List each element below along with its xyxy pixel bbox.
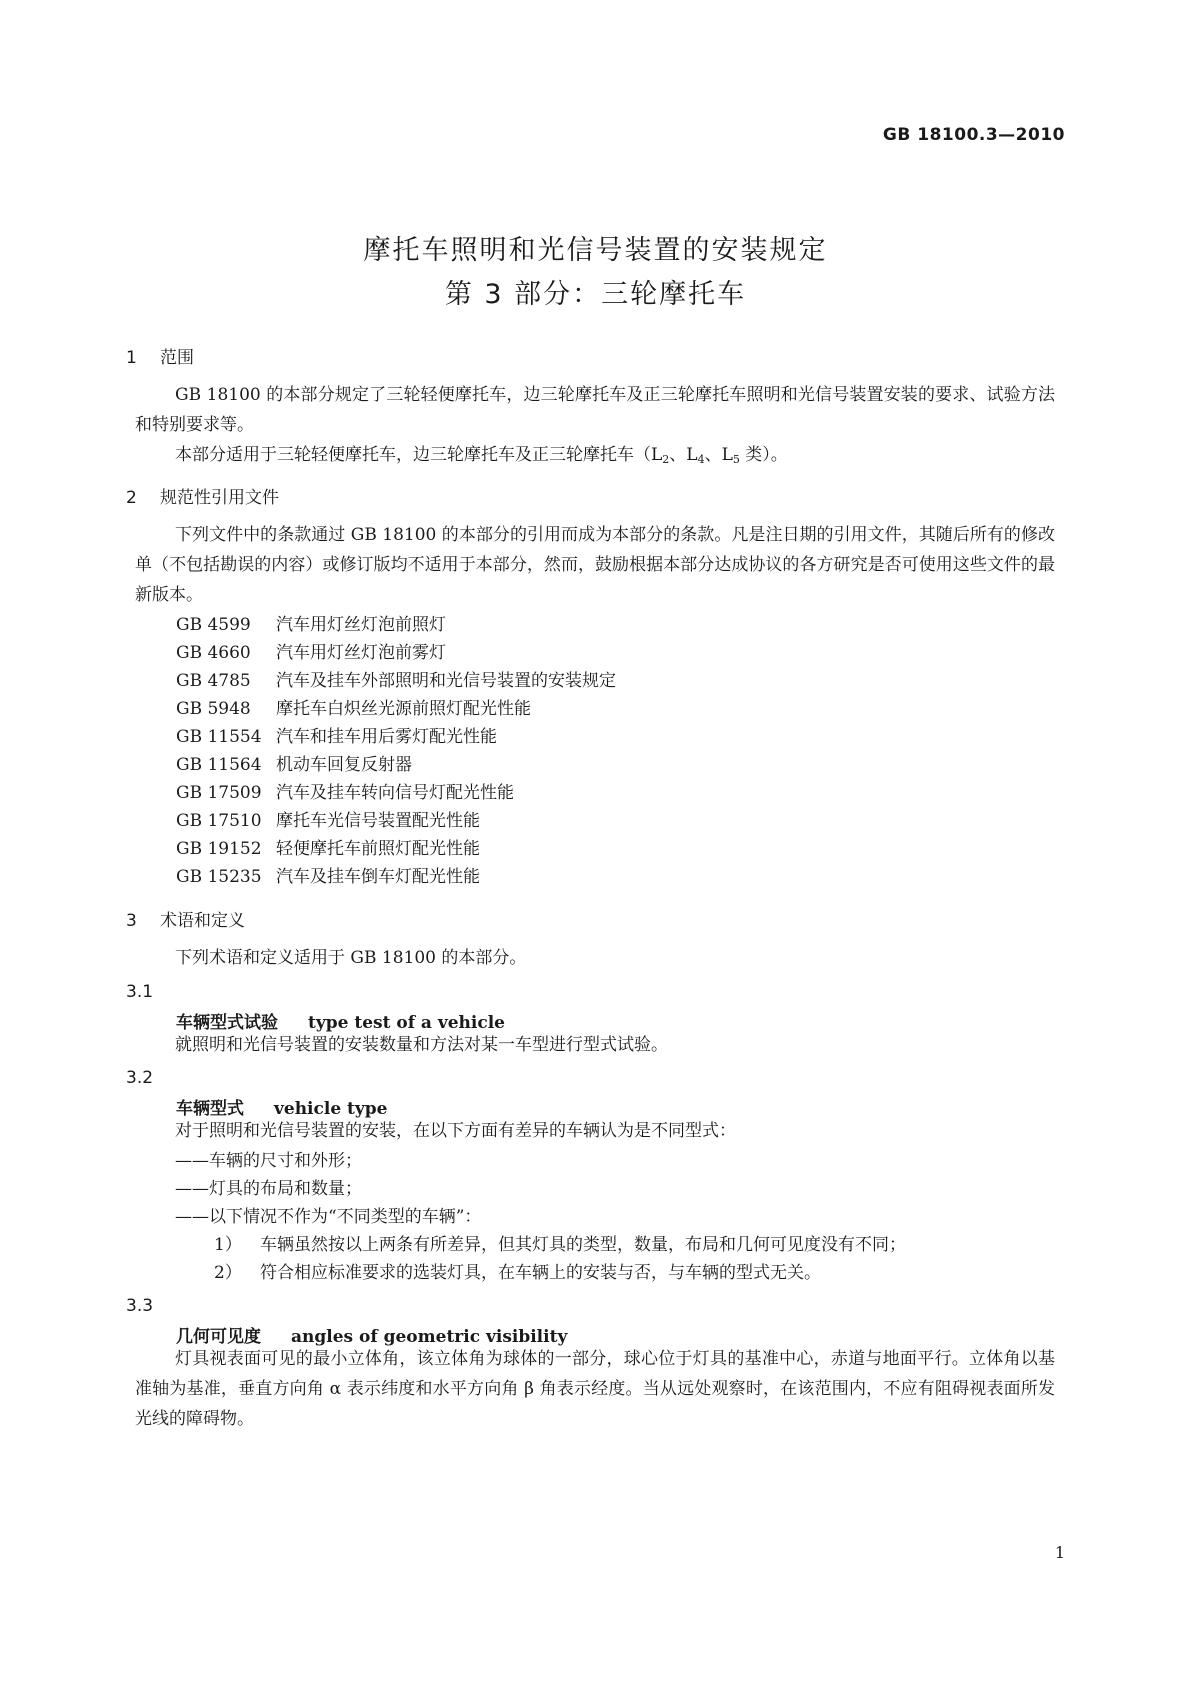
subscript: 5 <box>732 453 740 466</box>
reference-code: GB 11554 <box>176 727 262 747</box>
reference-title: 汽车和挂车用后雾灯配光性能 <box>276 727 497 747</box>
reference-code: GB 4660 <box>176 643 251 663</box>
para-text: 类）。 <box>739 445 788 465</box>
reference-code: GB 15235 <box>176 867 262 887</box>
section-1-heading <box>126 343 194 368</box>
section-number: 1 <box>126 348 137 368</box>
section-2-heading <box>126 483 279 508</box>
reference-title: 摩托车白炽丝光源前照灯配光性能 <box>276 699 531 719</box>
section-1-paragraph-2 <box>175 440 788 475</box>
page-number: 1 <box>1054 1543 1065 1562</box>
reference-title: 轻便摩托车前照灯配光性能 <box>276 839 480 859</box>
subscript: 2 <box>662 453 670 466</box>
dash-item: ——以下情况不作为“不同类型的车辆”： <box>175 1207 482 1227</box>
para-text: 、L <box>669 445 698 465</box>
term-chinese: 几何可见度 <box>176 1327 261 1347</box>
reference-title: 汽车及挂车倒车灯配光性能 <box>276 867 480 887</box>
reference-code: GB 17509 <box>176 783 262 803</box>
dash-item: ——车辆的尺寸和外形； <box>175 1151 362 1171</box>
reference-item <box>176 694 531 719</box>
section-number: 3 <box>126 911 137 931</box>
reference-item <box>176 862 480 887</box>
para-text: 本部分适用于三轮轻便摩托车，边三轮摩托车及正三轮摩托车（L <box>175 445 663 465</box>
term-english: vehicle type <box>274 1099 388 1119</box>
reference-item <box>176 638 446 663</box>
reference-item <box>176 806 480 831</box>
reference-title: 汽车用灯丝灯泡前照灯 <box>276 615 446 635</box>
reference-title: 汽车及挂车转向信号灯配光性能 <box>276 783 514 803</box>
document-title: 摩托车照明和光信号装置的安装规定 <box>363 235 828 266</box>
section-3-heading <box>126 906 245 931</box>
section-title: 范围 <box>160 348 194 368</box>
section-title: 术语和定义 <box>160 911 245 931</box>
term-number: 3.3 <box>126 1296 154 1316</box>
reference-item <box>176 778 514 803</box>
reference-title: 汽车用灯丝灯泡前雾灯 <box>276 643 446 663</box>
dash-item: ——灯具的布局和数量； <box>175 1179 362 1199</box>
section-number: 2 <box>126 488 137 508</box>
section-title: 规范性引用文件 <box>160 488 279 508</box>
term-definition: 对于照明和光信号装置的安装，在以下方面有差异的车辆认为是不同型式： <box>175 1121 736 1141</box>
reference-code: GB 4599 <box>176 615 251 635</box>
section-1-paragraph-1: GB 18100 的本部分规定了三轮轻便摩托车，边三轮摩托车及正三轮摩托车照明和光信号装置安装的要求、试验方法和特别要求等。 <box>135 385 1055 435</box>
reference-item <box>176 610 446 635</box>
reference-code: GB 4785 <box>176 671 251 691</box>
reference-title: 摩托车光信号装置配光性能 <box>276 811 480 831</box>
reference-title: 机动车回复反射器 <box>276 755 412 775</box>
term-english: type test of a vehicle <box>308 1013 506 1033</box>
term-chinese: 车辆型式 <box>176 1099 244 1119</box>
item-number: 1） <box>214 1235 242 1255</box>
term-definition: 就照明和光信号装置的安装数量和方法对某一车型进行型式试验。 <box>175 1035 668 1055</box>
reference-title: 汽车及挂车外部照明和光信号装置的安装规定 <box>276 671 616 691</box>
term-number: 3.1 <box>126 982 154 1002</box>
reference-item <box>176 834 480 859</box>
numbered-item <box>214 1230 906 1260</box>
reference-item <box>176 666 616 691</box>
subscript: 4 <box>697 453 705 466</box>
reference-code: GB 11564 <box>176 755 262 775</box>
item-text: 车辆虽然按以上两条有所差异，但其灯具的类型，数量，布局和几何可见度没有不同； <box>260 1235 906 1255</box>
para-text: 、L <box>704 445 733 465</box>
term-english: angles of geometric visibility <box>291 1327 568 1347</box>
standard-code: GB 18100.3—2010 <box>882 125 1065 145</box>
reference-code: GB 5948 <box>176 699 251 719</box>
term-chinese: 车辆型式试验 <box>176 1013 278 1033</box>
numbered-item <box>214 1258 821 1288</box>
reference-item <box>176 722 497 747</box>
reference-code: GB 19152 <box>176 839 262 859</box>
reference-code: GB 17510 <box>176 811 262 831</box>
section-3-intro: 下列术语和定义适用于 GB 18100 的本部分。 <box>175 948 527 968</box>
reference-item <box>176 750 412 775</box>
document-subtitle: 第 3 部分：三轮摩托车 <box>444 279 747 310</box>
item-number: 2） <box>214 1263 242 1283</box>
term-definition: 灯具视表面可见的最小立体角，该立体角为球体的一部分，球心位于灯具的基准中心，赤道与地面平行。立体角以基准轴为基准，垂直方向角 α 表示纬度和水平方向角 β 角表示经度。当从远处观察时，在该范围内，不应有阻碍视表面所发光线的障碍物。 <box>135 1349 1055 1429</box>
section-2-paragraph: 下列文件中的条款通过 GB 18100 的本部分的引用而成为本部分的条款。凡是注日期的引用文件，其随后所有的修改单（不包括勘误的内容）或修订版均不适用于本部分，然而，鼓励根据本部分达成协议的各方研究是否可使用这些文件的最新版本。 <box>135 525 1055 605</box>
item-text: 符合相应标准要求的选装灯具，在车辆上的安装与否，与车辆的型式无关。 <box>260 1263 821 1283</box>
term-number: 3.2 <box>126 1068 154 1088</box>
